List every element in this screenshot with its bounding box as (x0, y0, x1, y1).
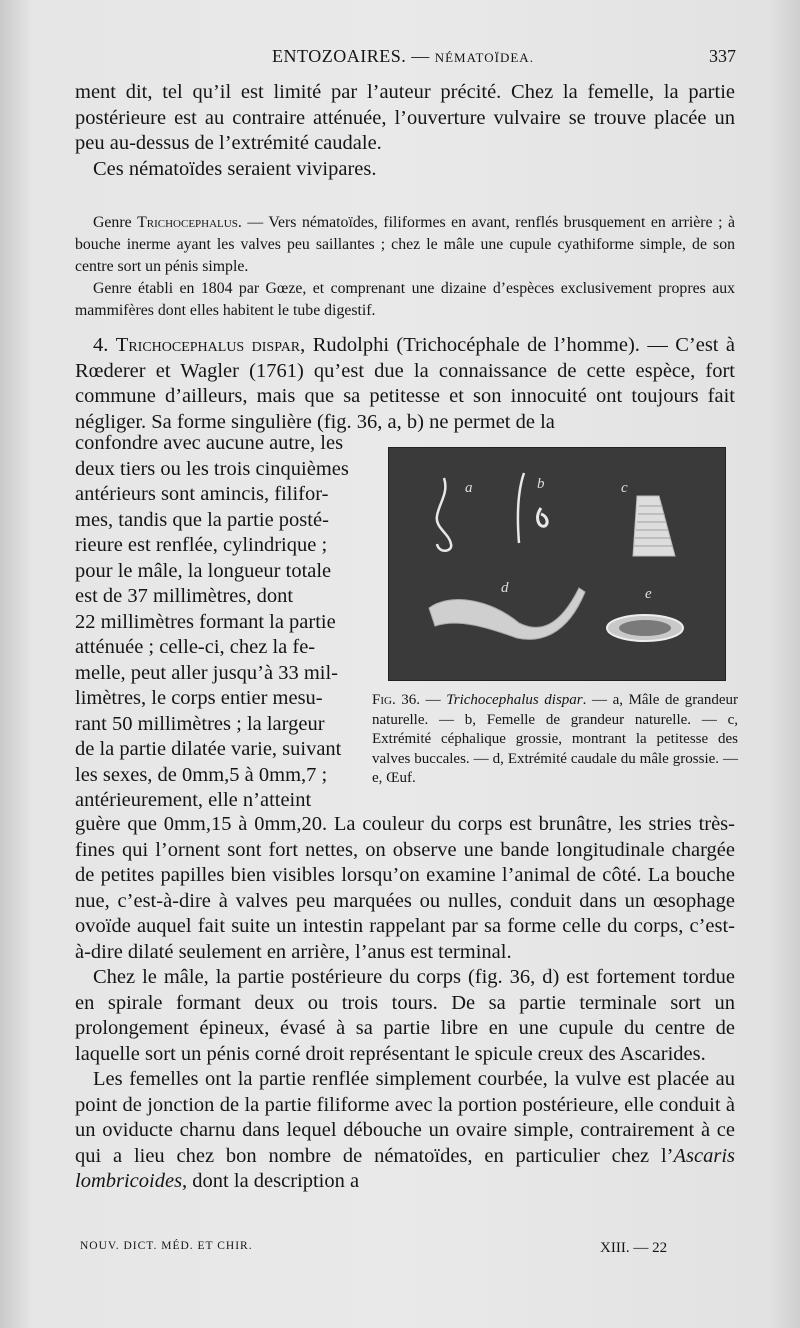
paragraph-femelles (75, 1067, 735, 1195)
label-a: a (465, 480, 473, 496)
footer-volume: XIII. — 22 (600, 1240, 668, 1256)
figure-36-illustration (388, 447, 726, 681)
femelles-text: Les femelles ont la partie renflée simplement courbée, la vulve est placée au point de jonction de la partie filiforme avec la portion postérieure, elle conduit à un oviducte charnu dans lequel débouche un ovaire simple, contrairement à ce qui a lieu chez bon nombre de nématoïdes, en particulier chez l’ (75, 1068, 735, 1167)
paragraph-guere: guère que 0mm,15 à 0mm,20. La couleur du corps est brunâtre, les stries très-fines qui l’ornent sont fort nettes, on observe une bande longitudinale chargée de petites papilles bien visibles lorsqu’on examine l’animal de côté. La bouche nue, c’est-à-dire à valves peu marquées ou nulles, conduit dans un œsophage ovoïde auquel fait suite un intestin rappelant par sa forme celle du corps, c’est-à-dire dilaté seulement en arrière, l’anus est terminal. (75, 813, 735, 963)
label-d: d (501, 580, 509, 596)
label-c: c (621, 480, 628, 496)
species-number: 4. (93, 334, 109, 356)
text-line: melle, peut aller jusqu’à 33 mil- (75, 661, 339, 684)
text-line: mes, tandis que la partie posté- (75, 508, 329, 531)
label-b: b (537, 476, 545, 492)
caption-text: . — a, Mâle de grandeur naturelle. — b, Femelle de grandeur naturelle. — c, Extrémité céphalique grossie, montrant la petitesse des valves buccales. — d, Extrémité caudale du mâle grossie. — e, Œuf. (372, 692, 739, 786)
figure-caption (372, 691, 738, 789)
genre-name: Trichocephalus (137, 214, 238, 231)
top-paragraphs (75, 80, 735, 182)
text-line: antérieurs sont amincis, filifor- (75, 483, 329, 505)
footer-signature: NOUV. DICT. MÉD. ET CHIR. (80, 1240, 253, 1252)
caption-fig: Fig. 36. — (372, 692, 441, 708)
text-line: est de 37 millimètres, dont (75, 585, 294, 607)
bottom-paragraphs (75, 812, 735, 1195)
genre-paragraph-1 (75, 212, 735, 278)
text-line: confondre avec aucune autre, les (75, 432, 344, 454)
text-line: rieure est renflée, cylindrique ; (75, 534, 328, 556)
page-number: 337 (709, 46, 736, 66)
species-paragraph (75, 333, 735, 435)
header-title: ENTOZOAIRES. — (272, 46, 430, 66)
paragraph-2: Ces nématoïdes seraient vivipares. (93, 157, 377, 180)
narrow-column (75, 431, 363, 814)
text-line: antérieurement, elle n’atteint (75, 789, 312, 811)
page-footer (80, 1240, 680, 1260)
text-line: limètres, le corps entier mesu- (75, 687, 323, 709)
text-line: les sexes, de 0mm,5 à 0mm,7 ; (75, 763, 328, 786)
text-line: pour le mâle, la longueur totale (75, 559, 332, 582)
paragraph-male: Chez le mâle, la partie postérieure du corps (fig. 36, d) est fortement tordue en spirale formant deux ou trois tours. De sa partie terminale sort un prolongement épineux, évasé à sa partie libre en une cupule du centre de laquelle sort un pénis corné droit représentant le spicule creux des Ascarides. (75, 966, 735, 1065)
egg-e-center (619, 620, 671, 636)
genre-label: Genre (93, 214, 132, 231)
text-line: de la partie dilatée varie, suivant (75, 738, 342, 760)
species-intro (75, 333, 735, 435)
running-header (70, 46, 736, 70)
femelles-tail: , dont la description a (182, 1170, 360, 1192)
worm-engraving (389, 448, 725, 680)
text-line: atténuée ; celle-ci, chez la fe- (75, 636, 316, 658)
text-line: deux tiers ou les trois cinquièmes (75, 457, 349, 480)
caption-species: Trichocephalus dispar (446, 692, 583, 708)
species-text: , Rudolphi (Trichocéphale de l’homme). — C’est à Rœderer et Wagler (1761) qu’est due la connaissance de cette espèce, fort commune d’ailleurs, mais que sa petitesse et son innocuité ont toujours fait négliger. Sa forme singulière (fig. 36, a, b) ne permet de la (75, 334, 736, 433)
species-name: Trichocephalus dispar (115, 334, 301, 356)
paragraph-1: ment dit, tel qu’il est limité par l’auteur précité. Chez la femelle, la partie postérieure est au contraire atténuée, l’ouverture vulvaire se trouve placée un peu au-dessus de l’extrémité caudale. (75, 81, 735, 154)
text-line: rant 50 millimètres ; la largeur (75, 712, 325, 735)
genre-text-1: . — Vers nématoïdes, filiformes en avant, renflés brusquement en arrière ; à bouche inerme ayant les valves peu saillantes ; chez le mâle une cupule cyathiforme simple, de son centre sort un pénis simple. (75, 214, 735, 275)
header-subtitle: NÉMATOÏDEA. (434, 50, 534, 65)
running-title (70, 46, 736, 67)
label-e: e (645, 586, 652, 602)
ascaris-name: Ascaris lombricoides (75, 1144, 735, 1192)
genre-paragraph-2: Genre établi en 1804 par Gœze, et comprenant une dizaine d’espèces exclusivement propres aux mammifères dont elles habitent le tube digestif. (75, 280, 735, 319)
text-line: 22 millimètres formant la partie (75, 610, 336, 633)
genre-description (75, 212, 735, 322)
